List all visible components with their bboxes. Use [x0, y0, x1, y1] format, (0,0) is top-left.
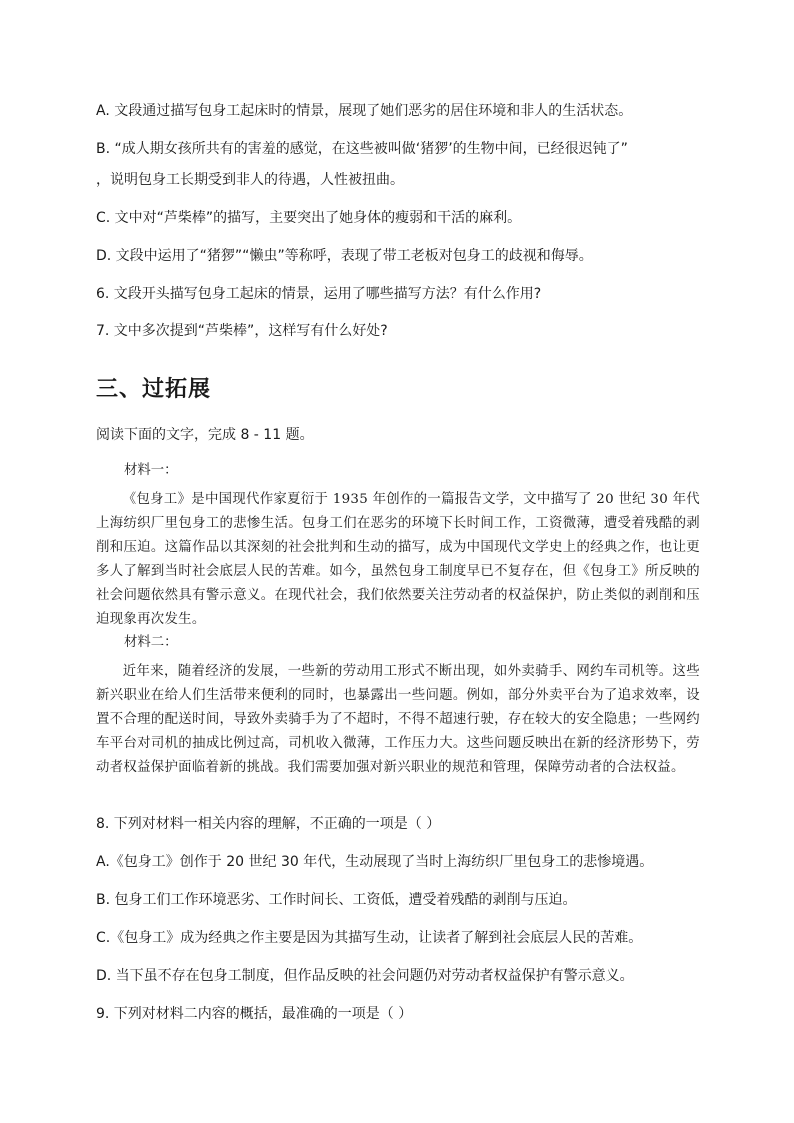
option-a-prev: A. 文段通过描写包身工起床时的情景，展现了她们恶劣的居住环境和非人的生活状态。 [96, 103, 633, 119]
option-b-prev-line1: B. “成人期女孩所共有的害羞的感觉，在这些被叫做‘猪猡’的生物中间，已经很迟钝了” [96, 141, 628, 157]
question-9-stem: 9. 下列对材料二内容的概括，最准确的一项是（ ） [96, 1006, 413, 1022]
option-c-prev: C. 文中对“芦柴棒”的描写，主要突出了她身体的瘦弱和干活的麻利。 [96, 210, 522, 226]
option-b-prev-line2: ，说明包身工长期受到非人的待遇，人性被扭曲。 [96, 172, 404, 188]
question-6: 6. 文段开头描写包身工起床的情景，运用了哪些描写方法？有什么作用? [96, 286, 542, 302]
question-7: 7. 文中多次提到“芦柴棒”，这样写有什么好处? [96, 323, 388, 339]
question-8-option-b: B. 包身工们工作环境恶劣、工作时间长、工资低，遭受着残酷的剥削与压迫。 [96, 892, 577, 908]
question-8-option-c: C.《包身工》成为经典之作主要是因为其描写生动，让读者了解到社会底层人民的苦难。 [96, 930, 643, 946]
section-heading: 三、过拓展 [96, 377, 212, 402]
question-8-option-d: D. 当下虽不存在包身工制度，但作品反映的社会问题仍对劳动者权益保护有警示意义。 [96, 968, 634, 984]
material-2-body: 近年来，随着经济的发展，一些新的劳动用工形式不断出现，如外卖骑手、网约车司机等。这些新兴职业在给人们生活带来便利的同时，也暴露出一些问题。例如，部分外卖平台为了追求效率，设置不合理的配送时间，导致外卖骑手为了不超时，不得不超速行驶，存在较大的安全隐患；一些网约车平台对司机的抽成比例过高，司机收入微薄，工作压力大。这些问题反映出在新的经济形势下，劳动者权益保护面临着新的挑战。我们需要加强对新兴职业的规范和管理，保障劳动者的合法权益。 [96, 664, 700, 775]
material-2-title: 材料二： [124, 635, 178, 650]
option-d-prev: D. 文段中运用了“猪猡”“懒虫”等称呼，表现了带工老板对包身工的歧视和侮辱。 [96, 248, 593, 264]
question-8-option-a: A.《包身工》创作于 20 世纪 30 年代，生动展现了当时上海纺织厂里包身工的悲惨境遇。 [96, 854, 654, 870]
material-1-title: 材料一： [124, 463, 178, 478]
material-1-body: 《包身工》是中国现代作家夏衍于 1935 年创作的一篇报告文学，文中描写了 20 世纪 30 年代上海纺织厂里包身工的悲惨生活。包身工们在恶劣的环境下长时间工作，工资微薄，遭受着残酷的剥削和压迫。这篇作品以其深刻的社会批判和生动的描写，成为中国现代文学史上的经典之作，也让更多人了解到当时社会底层人民的苦难。如今，虽然包身工制度早已不复存在，但《包身工》所反映的社会问题依然具有警示意义。在现代社会，我们依然要关注劳动者的权益保护，防止类似的剥削和压迫现象再次发生。 [96, 492, 700, 627]
question-8-stem: 8. 下列对材料一相关内容的理解，不正确的一项是（ ） [96, 816, 441, 832]
reading-instruction: 阅读下面的文字，完成 8 - 11 题。 [96, 427, 314, 443]
